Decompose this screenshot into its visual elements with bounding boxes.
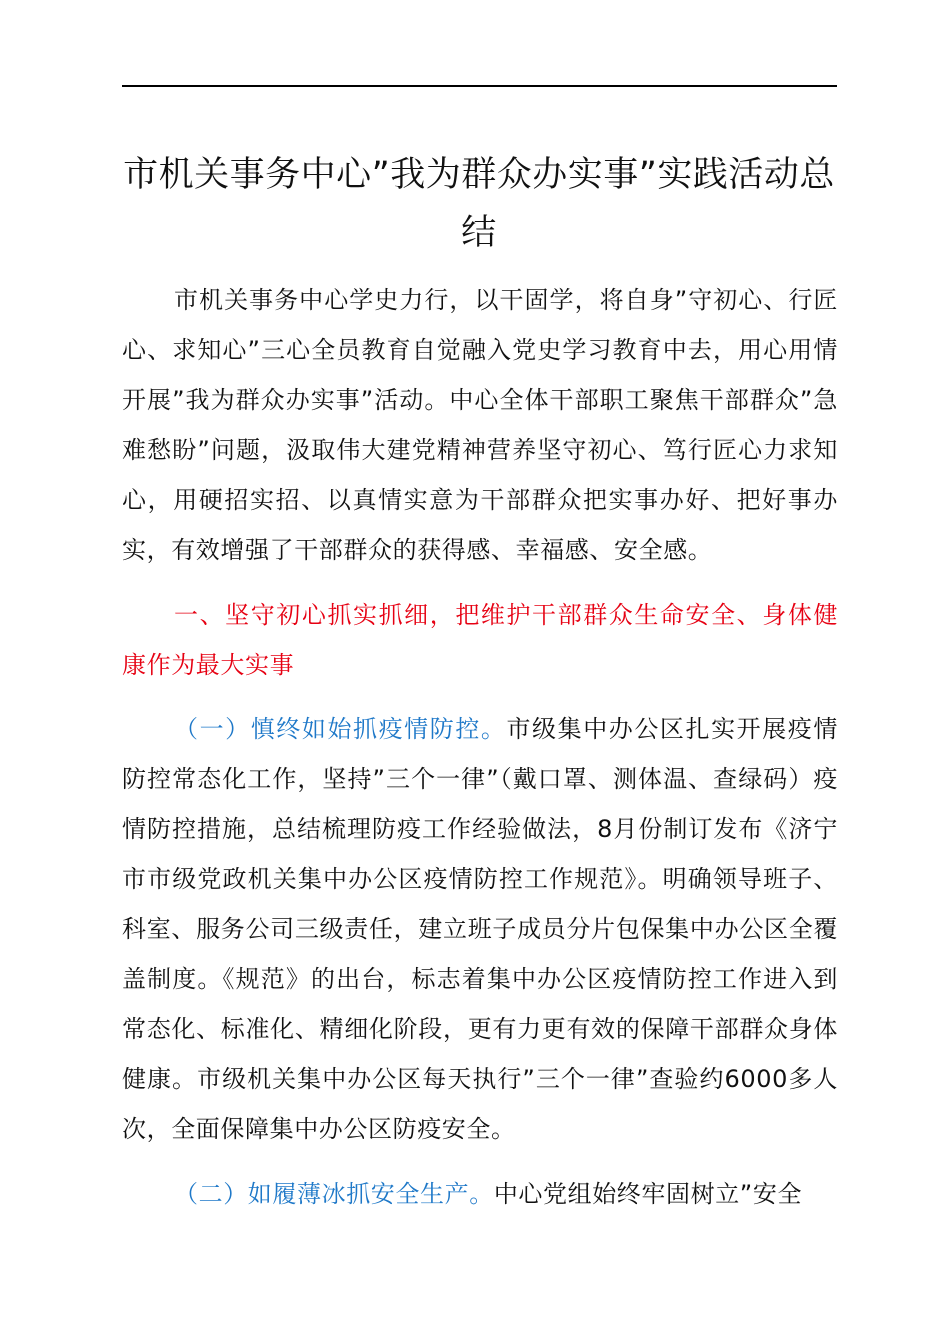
item-1-heading: （一）慎终如始抓疫情防控。 xyxy=(174,715,507,743)
item-1-body: 市级集中办公区扎实开展疫情防控常态化工作，坚持”三个一律”（戴口罩、测体温、查绿码）疫情防控措施，总结梳理防疫工作经验做法，8月份制订发布《济宁市市级党政机关集中办公区疫情防控工作规范》。明确领导班子、科室、服务公司三级责任，建立班子成员分片包保集中办公区全覆盖制度。《规范》的出台，标志着集中办公区疫情防控工作进入到常态化、标准化、精细化阶段，更有力更有效的保障干部群众身体健康。市级机关集中办公区每天执行”三个一律”查验约6000多人次，全面保障集中办公区防疫安全。 xyxy=(122,715,838,1143)
item-2-body: 中心党组始终牢固树立”安全 xyxy=(493,1180,803,1208)
item-1-paragraph xyxy=(122,704,838,1154)
section-1-heading: 一、坚守初心抓实抓细，把维护干部群众生命安全、身体健康作为最大实事 xyxy=(122,601,838,679)
document-title: 市机关事务中心”我为群众办实事”实践活动总结 xyxy=(123,155,835,253)
header-rule xyxy=(122,85,837,87)
intro-paragraph: 市机关事务中心学史力行，以干固学，将自身”守初心、行匠心、求知心”三心全员教育自觉融入党史学习教育中去，用心用情开展”我为群众办实事”活动。中心全体干部职工聚焦干部群众”急难愁盼”问题，汲取伟大建党精神营养坚守初心、笃行匠心力求知心，用硬招实招、以真情实意为干部群众把实事办好、把好事办实，有效增强了干部群众的获得感、幸福感、安全感。 xyxy=(122,286,838,564)
item-2-paragraph xyxy=(122,1169,838,1219)
item-2-heading: （二）如履薄冰抓安全生产。 xyxy=(174,1180,494,1208)
